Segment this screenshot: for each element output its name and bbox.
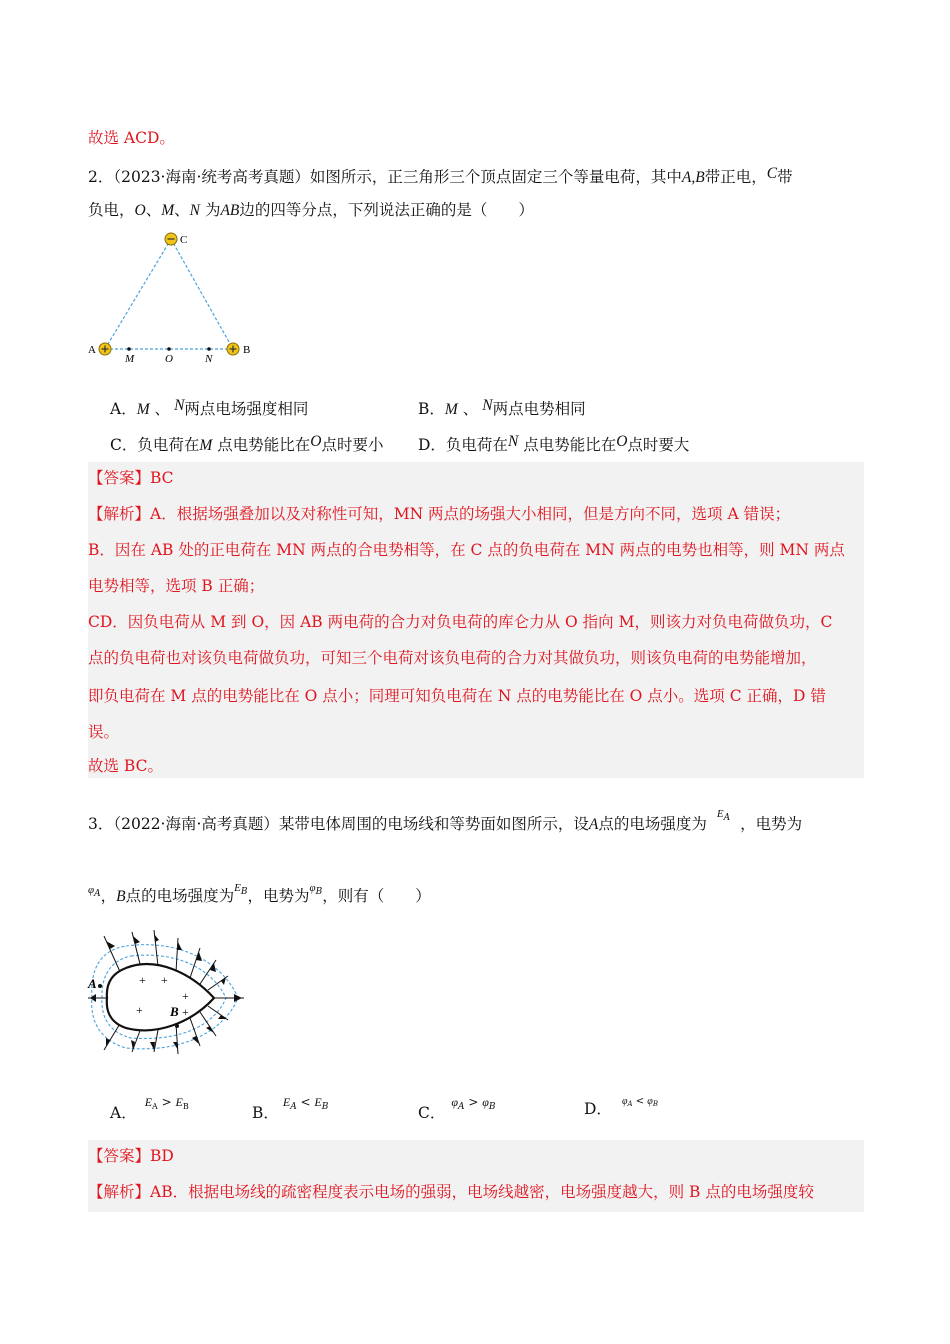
label-a: A (88, 344, 96, 356)
q2-conclusion: 故选 BC。 (88, 757, 163, 775)
charge-c-icon (165, 233, 177, 245)
plus-sign: + (139, 973, 146, 987)
q3-field-figure (86, 928, 246, 1054)
q2-analysis-line: 点的负电荷也对该负电荷做负功，可知三个电荷对该负电荷的合力对其做负功，则该负电荷的电势能增加， (88, 649, 817, 667)
q2-analysis-line: B．因在 AB 处的正电荷在 MN 两点的合电势相等，在 C 点的负电荷在 MN 两点的电势也相等，则 MN 两点 (88, 541, 845, 559)
q2-option-a: A．M 、 N两点电场强度相同 (110, 397, 309, 418)
label-b: B (243, 344, 251, 356)
q2-analysis-line: 即负电荷在 M 点的电势能比在 O 点小；同理可知负电荷在 N 点的电势能比在 O 点小。选项 C 正确，D 错 (88, 687, 826, 705)
q3-stem-line1: 3．（2022·海南·高考真题）某带电体周围的电场线和等势面如图所示，设A点的电场强度为$E_A$ ，电势为 (88, 808, 803, 833)
q2-answer: 【答案】BC (88, 469, 174, 487)
point-o (167, 347, 171, 351)
q3-answer: 【答案】BD (88, 1147, 174, 1165)
label-m: M (125, 353, 135, 365)
q2-analysis-line: 电势相等，选项 B 正确； (88, 577, 265, 595)
previous-conclusion: 故选 ACD。 (88, 129, 175, 147)
point-m (127, 347, 131, 351)
point-b (175, 1024, 179, 1028)
q2-stem-line2: 负电，O、M、N 为AB边的四等分点，下列说法正确的是（ ） (88, 201, 534, 219)
plus-sign: + (182, 1005, 189, 1019)
point-a (98, 984, 102, 988)
label-o: O (165, 353, 173, 365)
q2-option-d: D．负电荷在N 点电势能比在O点时要大 (418, 433, 690, 454)
q3-option-a: A．$E_A > E_B$ (110, 1095, 189, 1122)
q2-stem-line1: 2．（2023·海南·统考高考真题）如图所示，正三角形三个顶点固定三个等量电荷，其中A,B带正电，C带 (88, 165, 793, 186)
q3-stem-line2: $\varphi_A$，B点的电场强度为$E_B$，电势为$\varphi_B$，则有（ ） (88, 882, 431, 905)
q2-analysis-line: CD．因负电荷从 M 到 O，因 AB 两电荷的合力对负电荷的库仑力从 O 指向 M，则该力对负电荷做负功，C (88, 613, 833, 631)
q2-option-c: C．负电荷在M 点电势能比在O点时要小 (110, 433, 384, 454)
q2-triangle-figure (84, 228, 264, 368)
q3-option-b: B．$E_A < E_B$ (252, 1095, 329, 1122)
label-c: C (180, 234, 188, 246)
q2-analysis-line: 误。 (88, 723, 120, 741)
label-a: A (88, 976, 97, 991)
q3-option-d: D． $\varphi_A < \varphi_B$ (584, 1096, 658, 1118)
plus-sign: + (182, 989, 189, 1003)
label-b: B (170, 1004, 179, 1019)
q3-option-c: C．$\varphi_A > \varphi_B$ (418, 1095, 496, 1122)
q3-analysis-line: 【解析】AB．根据电场线的疏密程度表示电场的强弱，电场线越密，电场强度越大，则 B 点的电场强度较 (88, 1183, 814, 1201)
charge-a-icon (99, 343, 111, 355)
charge-b-icon (227, 343, 239, 355)
plus-sign: + (136, 1003, 143, 1017)
q2-analysis-line: 【解析】A．根据场强叠加以及对称性可知，MN 两点的场强大小相同，但是方向不同，选项 A 错误； (88, 505, 791, 523)
label-n: N (205, 353, 213, 365)
point-n (207, 347, 211, 351)
plus-sign: + (161, 973, 168, 987)
q2-option-b: B．M 、 N两点电势相同 (418, 397, 586, 418)
